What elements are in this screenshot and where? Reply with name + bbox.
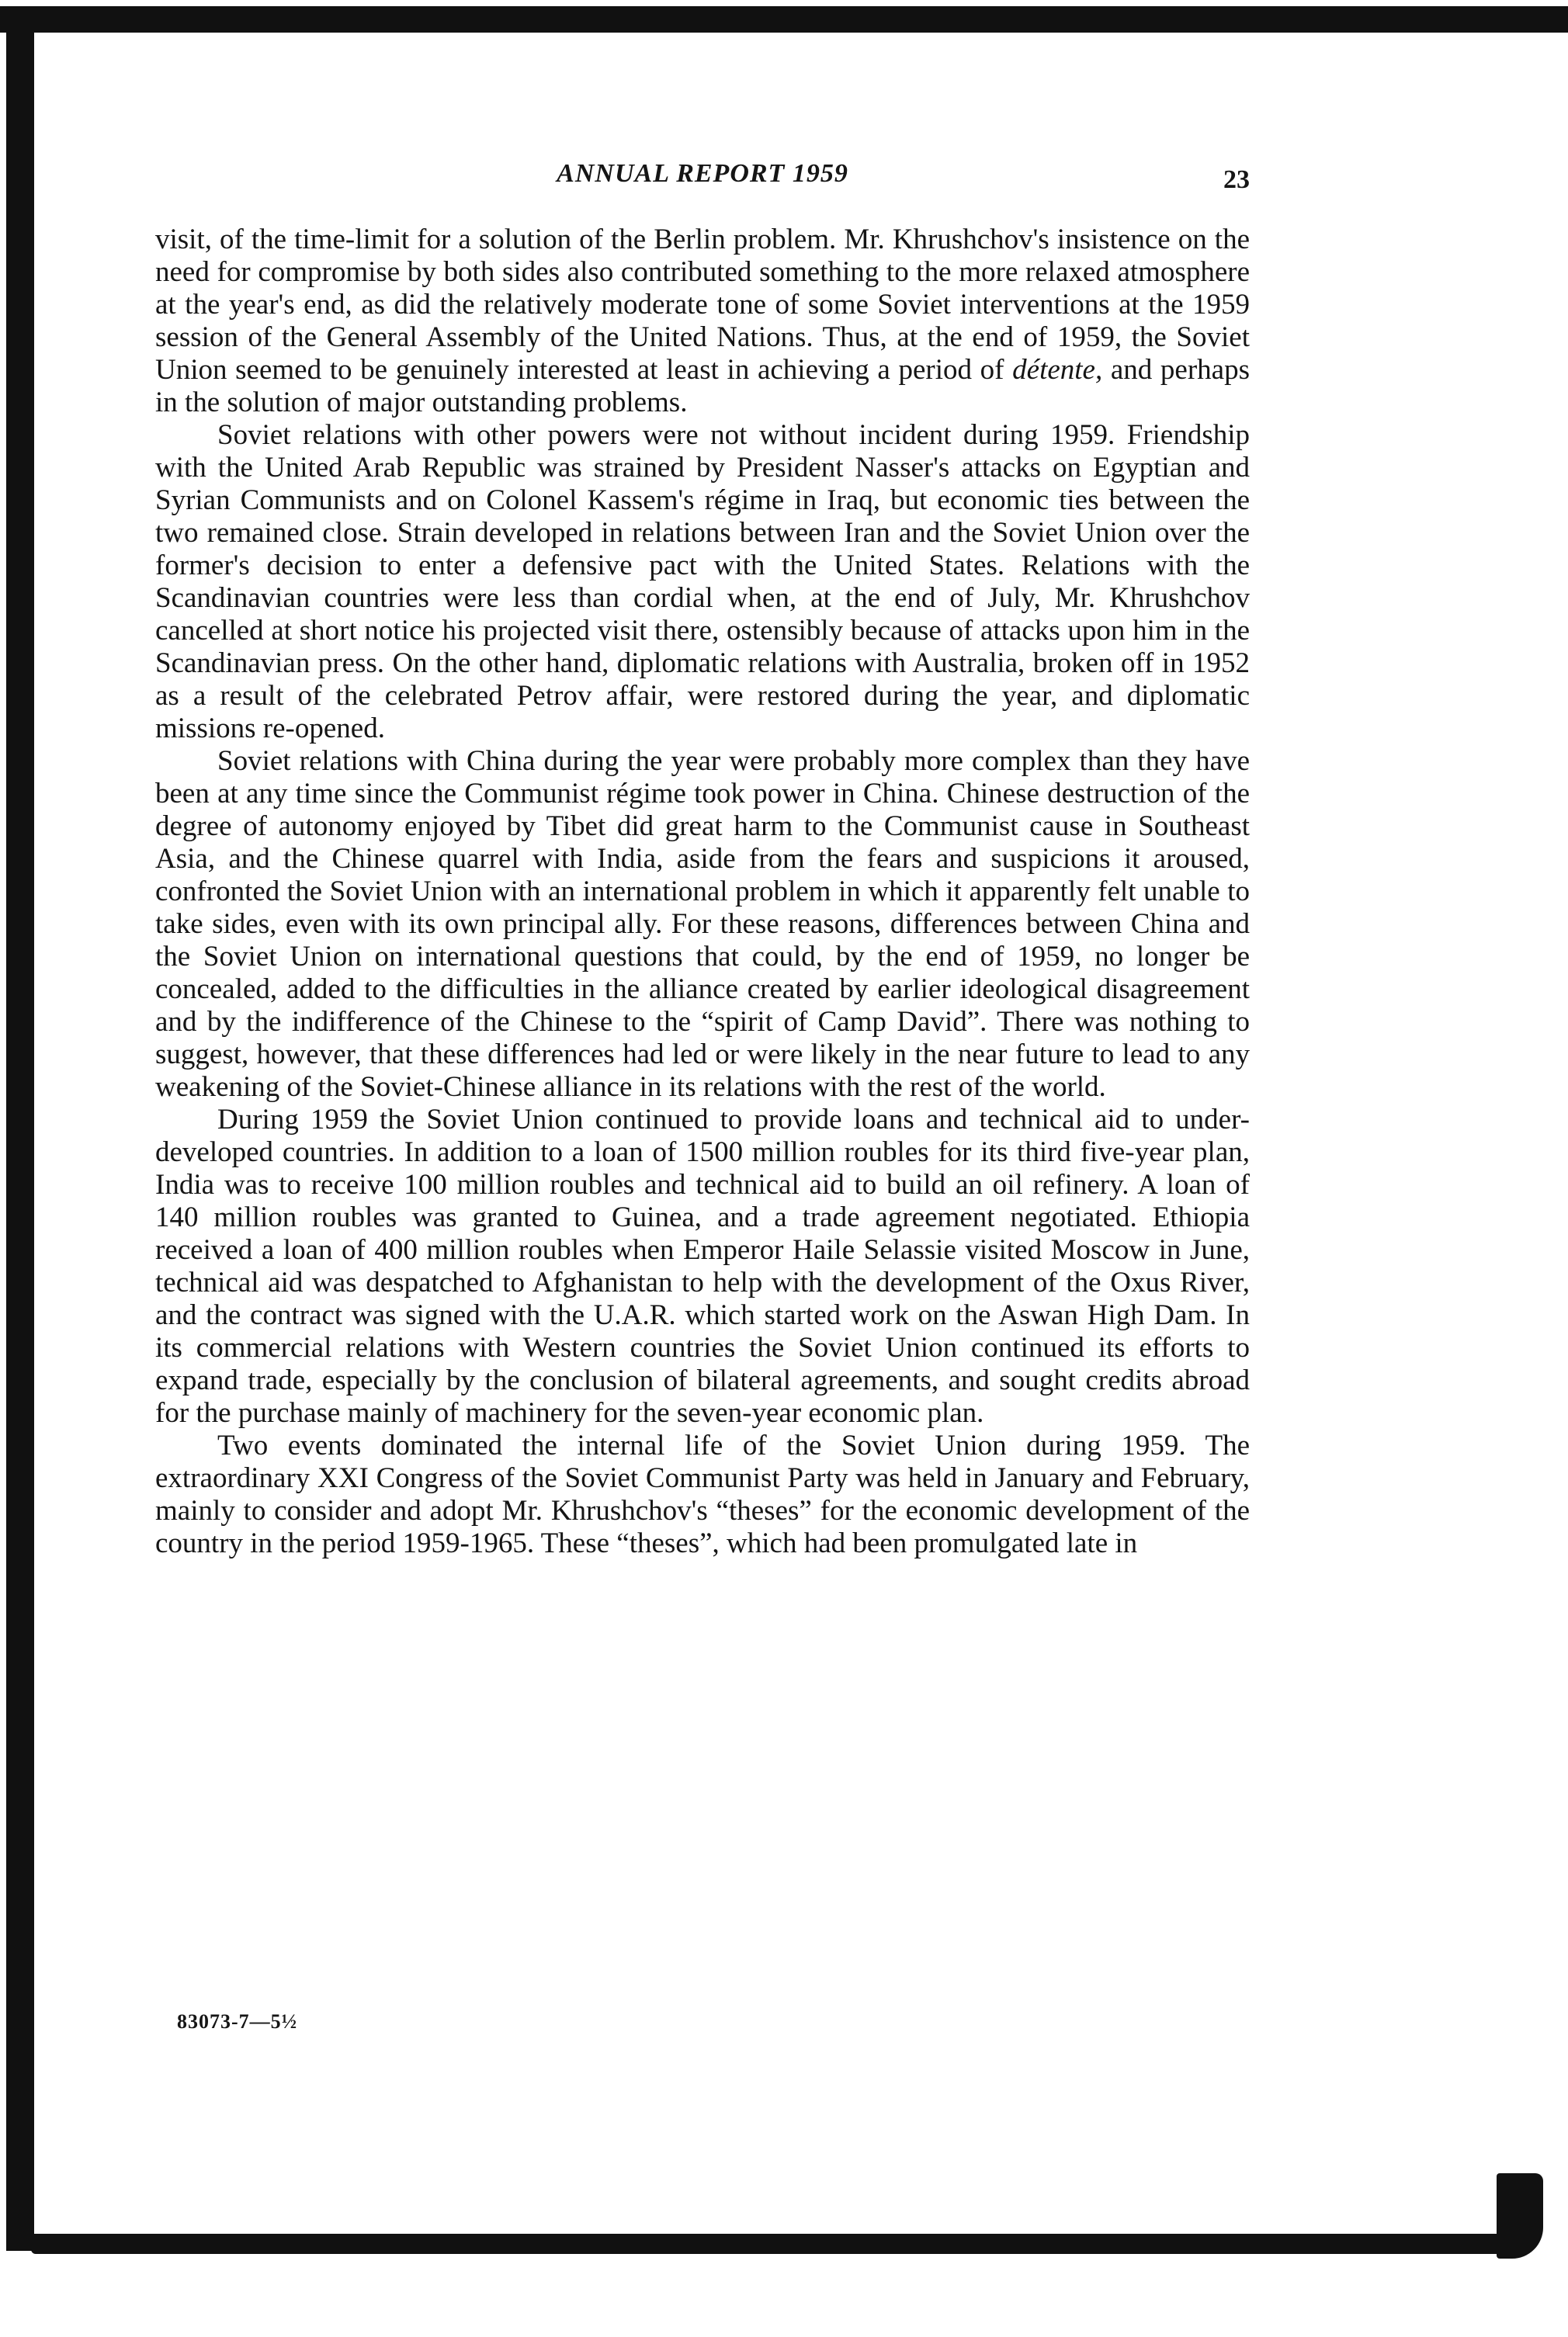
page-body xyxy=(155,224,1250,1560)
page-header xyxy=(155,159,1250,206)
paragraph-1-emphasis: détente, xyxy=(1012,354,1103,386)
scan-frame-left xyxy=(6,31,34,2251)
scan-frame-bottom xyxy=(31,2234,1506,2254)
running-title: ANNUAL REPORT 1959 xyxy=(557,159,848,188)
paragraph-4: During 1959 the Soviet Union continued to provide loans and technical aid to under-developed countries. In addition to a loan of 1500 million roubles for its third five-year plan, India was to receive 100 million roubles and technical aid to build an oil refinery. A loan of 140 million roubles was granted to Guinea, and a trade agreement negotiated. Ethiopia received a loan of 400 million roubles when Emperor Haile Selassie visited Moscow in June, technical aid was despatched to Afghanistan to help with the development of the Oxus River, and the contract was signed with the U.A.R. which started work on the Aswan High Dam. In its commercial relations with Western countries the Soviet Union continued its efforts to expand trade, especially by the conclusion of bilateral agreements, and sought credits abroad for the purchase mainly of machinery for the seven-year economic plan. xyxy=(155,1104,1250,1429)
scan-frame-corner xyxy=(1497,2173,1543,2259)
paragraph-1 xyxy=(155,224,1250,419)
print-code: 83073-7—5½ xyxy=(177,2010,298,2033)
paragraph-3: Soviet relations with China during the year were probably more complex than they have been at any time since the Communist régime took power in China. Chinese destruction of the degree of autonomy enjoyed by Tibet did great harm to the Communist cause in Southeast Asia, and the Chinese quarrel with India, aside from the fears and suspicions it aroused, confronted the Soviet Union with an international problem in which it apparently felt unable to take sides, even with its own principal ally. For these reasons, differences between China and the Soviet Union on international questions that could, by the end of 1959, no longer be concealed, added to the difficulties in the alliance created by earlier ideological disagreement and by the indifference of the Chinese to the “spirit of Camp David”. There was nothing to suggest, however, that these differences had led or were likely in the near future to lead to any weakening of the Soviet-Chinese alliance in its relations with the rest of the world. xyxy=(155,745,1250,1103)
paragraph-5: Two events dominated the internal life of the Soviet Union during 1959. The extraordinary XXI Congress of the Soviet Communist Party was held in January and February, mainly to consider and adopt Mr. Khrushchov's “theses” for the economic development of the country in the period 1959-1965. These “theses”, which had been promulgated late in xyxy=(155,1430,1250,1559)
paragraph-1-text: visit, of the time-limit for a solution of the Berlin problem. Mr. Khrushchov's insistence on the need for compromise by both sides also contributed something to the more relaxed atmosphere at the year's end, as did the relatively moderate tone of some Soviet interventions at the 1959 session of the General Assembly of the United Nations. Thus, at the end of 1959, the Soviet Union seemed to be genuinely interested at least in achieving a period of xyxy=(155,224,1250,386)
page-number: 23 xyxy=(1223,165,1250,194)
paragraph-1-text-end: and perhaps in the solution of major outstanding problems. xyxy=(155,354,1250,418)
paragraph-2: Soviet relations with other powers were not without incident during 1959. Friendship with the United Arab Republic was strained by President Nasser's attacks on Egyptian and Syrian Communists and on Colonel Kassem's régime in Iraq, but economic ties between the two remained close. Strain developed in relations between Iran and the Soviet Union over the former's decision to enter a defensive pact with the United States. Relations with the Scandinavian countries were less than cordial when, at the end of July, Mr. Khrushchov cancelled at short notice his projected visit there, ostensibly because of attacks upon him in the Scandinavian press. On the other hand, diplomatic relations with Australia, broken off in 1952 as a result of the celebrated Petrov affair, were restored during the year, and diplomatic missions re-opened. xyxy=(155,419,1250,744)
scan-frame-top xyxy=(0,6,1568,33)
